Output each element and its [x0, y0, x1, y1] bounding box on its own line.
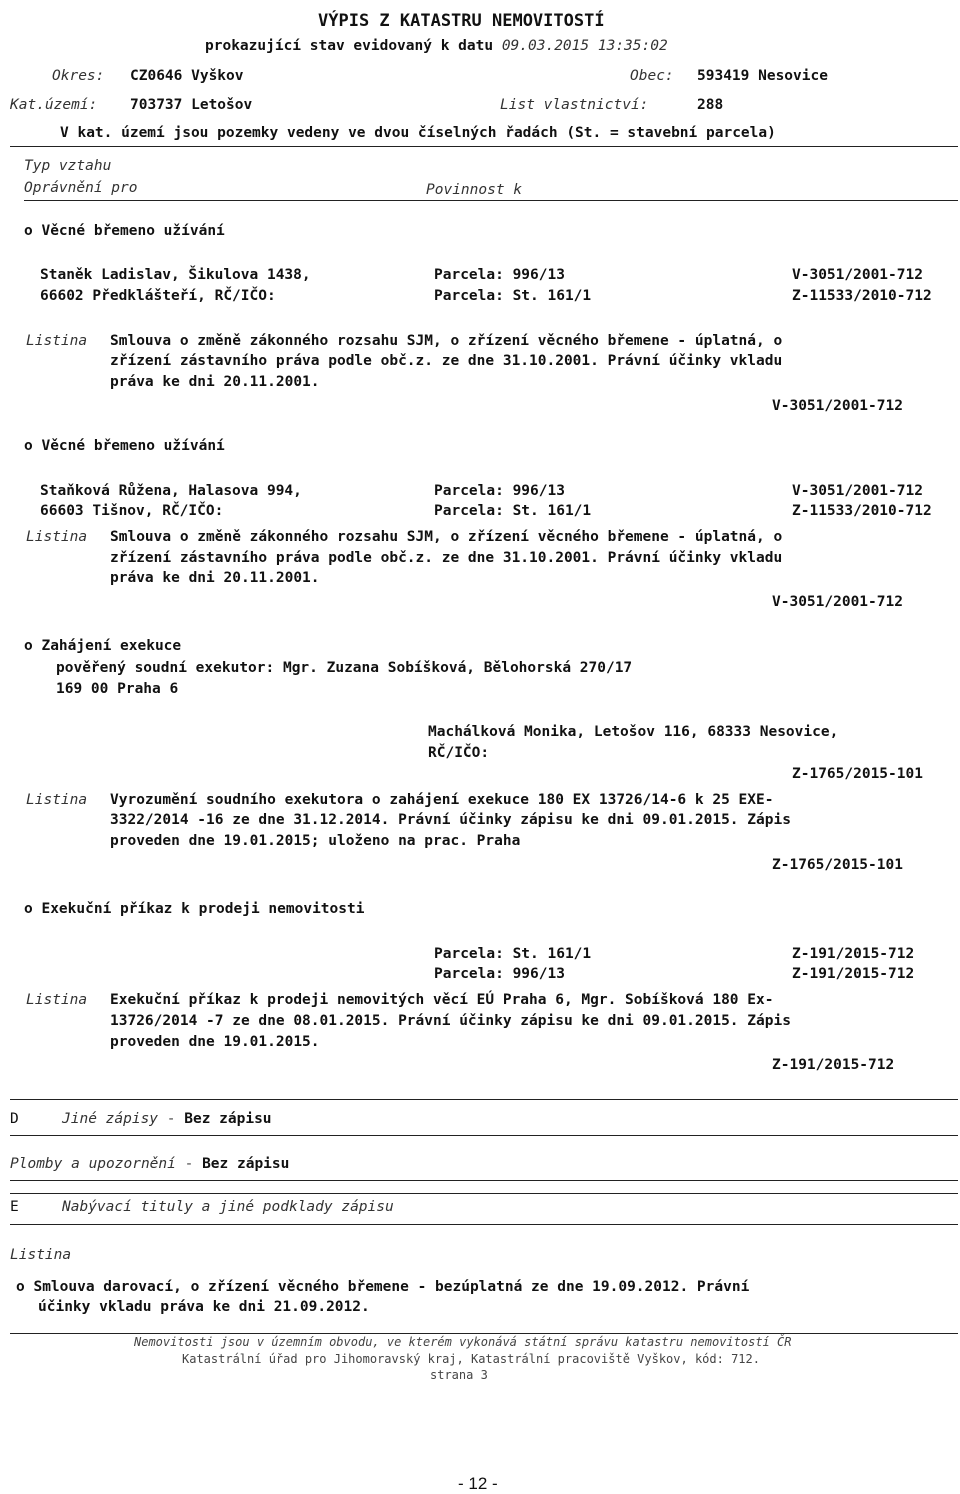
- subtitle-datetime: 09.03.2015 13:35:02: [501, 38, 668, 54]
- entry-ref-2: Z-11533/2010-712: [792, 288, 932, 304]
- col-typ-vztahu: Typ vztahu: [24, 158, 112, 174]
- okres-value: CZ0646 Vyškov: [130, 68, 244, 84]
- listina-ref: Z-1765/2015-101: [772, 857, 903, 873]
- prikaz-parcel-2: Parcela: 996/13: [434, 966, 565, 982]
- entry-ref-1: V-3051/2001-712: [792, 483, 923, 499]
- entry-parcel-1: Parcela: 996/13: [434, 267, 565, 283]
- divider: [10, 1135, 958, 1136]
- prikaz-parcel-1: Parcela: St. 161/1: [434, 946, 592, 962]
- entry-owner-line1: Staňková Růžena, Halasova 994,: [40, 483, 302, 499]
- section-e-item: účinky vkladu práva ke dni 21.09.2012.: [38, 1299, 370, 1315]
- exekuce-ref: Z-1765/2015-101: [792, 766, 923, 782]
- subtitle: [205, 37, 668, 55]
- section-e-letter: E: [10, 1199, 19, 1215]
- prikaz-ref-2: Z-191/2015-712: [792, 966, 915, 982]
- prikaz-ref-1: Z-191/2015-712: [792, 946, 915, 962]
- section-d-value: Bez zápisu: [184, 1111, 272, 1127]
- col-povinnost-k: Povinnost k: [426, 182, 523, 198]
- povinny-line1: Machálková Monika, Letošov 116, 68333 Nesovice,: [428, 724, 839, 740]
- listina-text: proveden dne 19.01.2015; uloženo na prac. Praha: [110, 833, 521, 849]
- section-e-listina-label: Listina: [10, 1247, 72, 1263]
- listina-text: práva ke dni 20.11.2001.: [110, 570, 320, 586]
- listina-ref: V-3051/2001-712: [772, 398, 903, 414]
- section-e-label: Nabývací tituly a jiné podklady zápisu: [62, 1199, 394, 1215]
- divider: [10, 146, 958, 147]
- listina-text: Exekuční příkaz k prodeji nemovitých věcí EÚ Praha 6, Mgr. Sobíšková 180 Ex-: [110, 992, 774, 1008]
- exekutor-address: 169 00 Praha 6: [56, 681, 179, 697]
- listina-ref: V-3051/2001-712: [772, 594, 903, 610]
- prikaz-heading: o Exekuční příkaz k prodeji nemovitosti: [24, 901, 365, 917]
- section-d-letter: D: [10, 1111, 19, 1127]
- header-note: V kat. území jsou pozemky vedeny ve dvou číselných řadách (St. = stavební parcela): [60, 125, 776, 141]
- listina-text: zřízení zástavního práva podle obč.z. ze dne 31.10.2001. Právní účinky vkladu: [110, 550, 783, 566]
- listina-ref: Z-191/2015-712: [772, 1057, 895, 1073]
- footer-line2: Katastrální úřad pro Jihomoravský kraj, Katastrální pracoviště Vyškov, kód: 712.: [182, 1352, 760, 1366]
- listina-text: práva ke dni 20.11.2001.: [110, 374, 320, 390]
- exekuce-heading: o Zahájení exekuce: [24, 638, 182, 654]
- katuzemi-value: 703737 Letošov: [130, 97, 253, 113]
- section-d-title: [62, 1110, 272, 1128]
- listina-label: Listina: [26, 529, 88, 545]
- listina-label: Listina: [26, 992, 88, 1008]
- footer-divider: [10, 1333, 958, 1334]
- plomby-title: [10, 1155, 289, 1173]
- listina-text: proveden dne 19.01.2015.: [110, 1034, 320, 1050]
- col-opravneni-pro: Oprávnění pro: [24, 180, 138, 196]
- entry-heading: o Věcné břemeno užívání: [24, 438, 225, 454]
- entry-owner-line2: 66603 Tišnov, RČ/IČO:: [40, 503, 224, 519]
- entry-parcel-2: Parcela: St. 161/1: [434, 503, 592, 519]
- divider: [10, 1099, 958, 1100]
- obec-label: Obec:: [630, 68, 674, 84]
- obec-value: 593419 Nesovice: [697, 68, 828, 84]
- entry-owner-line2: 66602 Předklášteří, RČ/IČO:: [40, 288, 276, 304]
- katuzemi-label: Kat.území:: [10, 97, 98, 113]
- plomby-dash: -: [184, 1156, 194, 1172]
- okres-label: Okres:: [52, 68, 105, 84]
- divider: [10, 1193, 958, 1194]
- divider: [10, 1180, 958, 1181]
- subtitle-prefix: prokazující stav evidovaný k datu: [205, 38, 494, 54]
- section-d-dash: -: [166, 1111, 176, 1127]
- section-e-item: o Smlouva darovací, o zřízení věcného břemene - bezúplatná ze dne 19.09.2012. Právní: [16, 1279, 750, 1295]
- povinny-line2: RČ/IČO:: [428, 745, 490, 761]
- listina-label: Listina: [26, 792, 88, 808]
- exekutor-line: pověřený soudní exekutor: Mgr. Zuzana Sobíšková, Bělohorská 270/17: [56, 660, 633, 676]
- footer-page: strana 3: [430, 1368, 488, 1382]
- plomby-label: Plomby a upozornění: [10, 1156, 176, 1172]
- listina-text: 13726/2014 -7 ze dne 08.01.2015. Právní účinky zápisu ke dni 09.01.2015. Zápis: [110, 1013, 791, 1029]
- listina-text: 3322/2014 -16 ze dne 31.12.2014. Právní účinky zápisu ke dni 09.01.2015. Zápis: [110, 812, 791, 828]
- plomby-value: Bez zápisu: [202, 1156, 290, 1172]
- listina-label: Listina: [26, 333, 88, 349]
- entry-heading: o Věcné břemeno užívání: [24, 223, 225, 239]
- listina-text: Vyrozumění soudního exekutora o zahájení exekuce 180 EX 13726/14-6 k 25 EXE-: [110, 792, 774, 808]
- document-title: VÝPIS Z KATASTRU NEMOVITOSTÍ: [318, 11, 605, 31]
- listina-text: Smlouva o změně zákonného rozsahu SJM, o zřízení věcného břemene - úplatná, o: [110, 333, 783, 349]
- listina-text: zřízení zástavního práva podle obč.z. ze dne 31.10.2001. Právní účinky vkladu: [110, 353, 783, 369]
- entry-parcel-1: Parcela: 996/13: [434, 483, 565, 499]
- entry-parcel-2: Parcela: St. 161/1: [434, 288, 592, 304]
- section-d-label: Jiné zápisy: [62, 1111, 159, 1127]
- footer-line1: Nemovitosti jsou v územním obvodu, ve kterém vykonává státní správu katastru nemovitostí ČR: [134, 1335, 792, 1349]
- page-number: - 12 -: [458, 1474, 498, 1493]
- entry-owner-line1: Staněk Ladislav, Šikulova 1438,: [40, 267, 311, 283]
- list-value: 288: [697, 97, 724, 113]
- listina-text: Smlouva o změně zákonného rozsahu SJM, o zřízení věcného břemene - úplatná, o: [110, 529, 783, 545]
- entry-ref-2: Z-11533/2010-712: [792, 503, 932, 519]
- divider: [24, 200, 958, 201]
- entry-ref-1: V-3051/2001-712: [792, 267, 923, 283]
- divider: [10, 1224, 958, 1225]
- list-label: List vlastnictví:: [500, 97, 649, 113]
